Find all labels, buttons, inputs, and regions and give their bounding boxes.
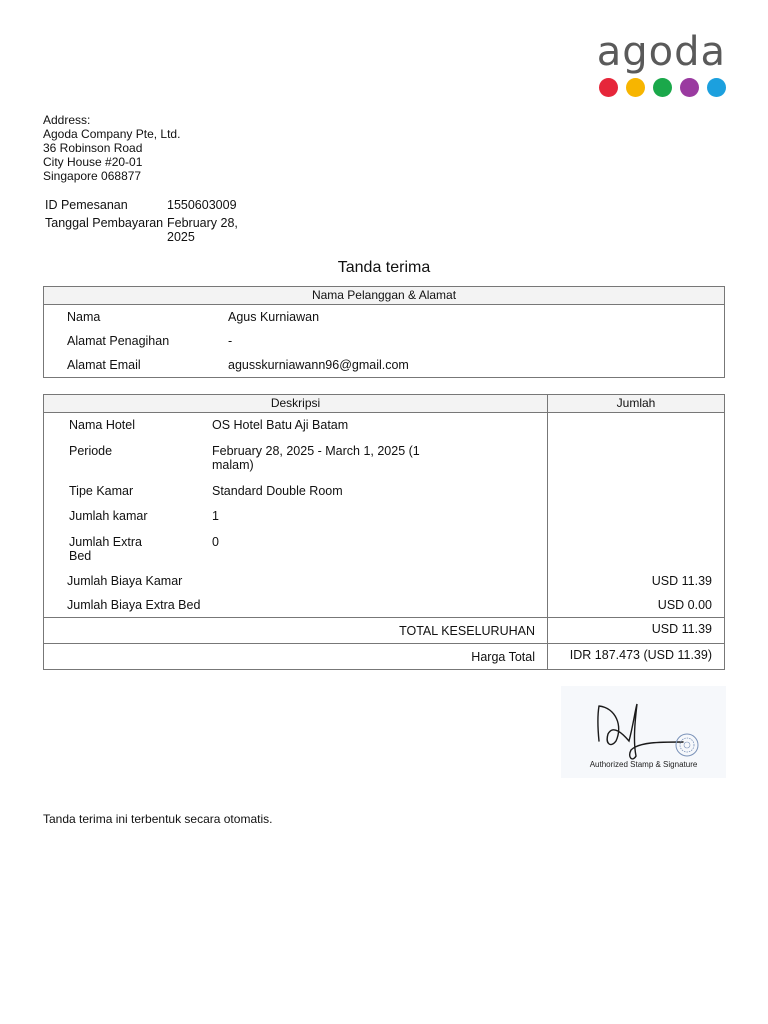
stamp-signature	[561, 686, 726, 778]
hotel-value: 1	[212, 509, 219, 523]
hotel-value-line: February 28, 2025 - March 1, 2025 (1	[212, 444, 420, 458]
address-line: City House #20-01	[43, 155, 143, 169]
payment-date-value	[167, 216, 247, 244]
booking-id-value: 1550603009	[167, 198, 237, 212]
description-column	[44, 413, 548, 617]
hotel-label: Nama Hotel	[69, 418, 135, 432]
hotel-label-line: Jumlah Extra	[69, 535, 142, 549]
hotel-label: Tipe Kamar	[69, 484, 134, 498]
customer-value: agusskurniawann96@gmail.com	[228, 358, 409, 372]
booking-id-row	[45, 198, 247, 212]
customer-label: Nama	[67, 310, 101, 324]
customer-row	[44, 305, 724, 329]
hotel-value: OS Hotel Batu Aji Batam	[212, 418, 349, 432]
stamp-seal-icon	[676, 734, 698, 756]
customer-value: Agus Kurniawan	[228, 310, 320, 324]
hotel-label: Periode	[69, 444, 113, 458]
payment-date-row	[45, 216, 247, 244]
hotel-label	[44, 535, 212, 569]
customer-table	[43, 286, 725, 378]
description-header: Deskripsi	[44, 395, 548, 412]
price-total-row	[44, 643, 724, 669]
amount-spacer	[548, 413, 724, 569]
booking-meta	[45, 198, 247, 248]
stamp-caption: Authorized Stamp & Signature	[589, 760, 698, 769]
auto-generated-note: Tanda terima ini terbentuk secara otomatis.	[43, 812, 273, 826]
hotel-value: Standard Double Room	[212, 484, 343, 498]
logo-dot-yellow	[626, 78, 645, 97]
company-address	[43, 113, 180, 183]
logo-dot-red	[599, 78, 618, 97]
payment-date-label: Tanggal Pembayaran	[45, 216, 164, 230]
grand-total-value: USD 11.39	[651, 622, 712, 636]
room-cost-label: Jumlah Biaya Kamar	[67, 574, 183, 588]
hotel-row	[44, 444, 547, 484]
room-cost-value: USD 11.39	[651, 574, 712, 588]
logo-dot-green	[653, 78, 672, 97]
hotel-label-line: Bed	[69, 549, 92, 563]
hotel-details	[44, 413, 547, 569]
payment-date-line: 2025	[167, 230, 195, 244]
hotel-value-line: malam)	[212, 458, 254, 472]
hotel-row	[44, 484, 547, 509]
grand-total-row	[44, 617, 724, 643]
receipt-title: Tanda terima	[337, 259, 431, 276]
hotel-row	[44, 509, 547, 535]
logo-dots	[588, 78, 728, 97]
price-total-label: Harga Total	[44, 644, 548, 669]
customer-label: Alamat Email	[67, 358, 141, 372]
logo-dot-blue	[707, 78, 726, 97]
details-table-header	[44, 395, 724, 413]
address-line: 36 Robinson Road	[43, 141, 143, 155]
customer-row	[44, 329, 724, 353]
price-total-value: IDR 187.473 (USD 11.39)	[569, 648, 712, 662]
customer-table-header: Nama Pelanggan & Alamat	[44, 287, 724, 305]
logo-wordmark: agoda	[596, 29, 726, 75]
details-table	[43, 394, 725, 670]
booking-id-label: ID Pemesanan	[45, 198, 128, 212]
address-label: Address:	[43, 113, 91, 127]
address-line: Agoda Company Pte, Ltd.	[43, 127, 181, 141]
hotel-value	[212, 444, 432, 484]
payment-date-line: February 28,	[167, 216, 238, 230]
address-line: Singapore 068877	[43, 169, 142, 183]
amount-header: Jumlah	[616, 396, 656, 410]
hotel-value: 0	[212, 535, 219, 549]
hotel-row	[44, 535, 547, 569]
details-body	[44, 413, 724, 617]
customer-value: -	[228, 334, 233, 348]
agoda-logo	[588, 30, 728, 97]
amount-column	[548, 413, 724, 617]
customer-label: Alamat Penagihan	[67, 334, 170, 348]
logo-dot-purple	[680, 78, 699, 97]
hotel-row	[44, 418, 547, 444]
extra-bed-cost-value: USD 0.00	[657, 598, 712, 612]
customer-row	[44, 353, 724, 377]
extra-bed-cost-label: Jumlah Biaya Extra Bed	[67, 598, 201, 612]
hotel-label: Jumlah kamar	[69, 509, 148, 523]
grand-total-label: TOTAL KESELURUHAN	[44, 618, 548, 643]
